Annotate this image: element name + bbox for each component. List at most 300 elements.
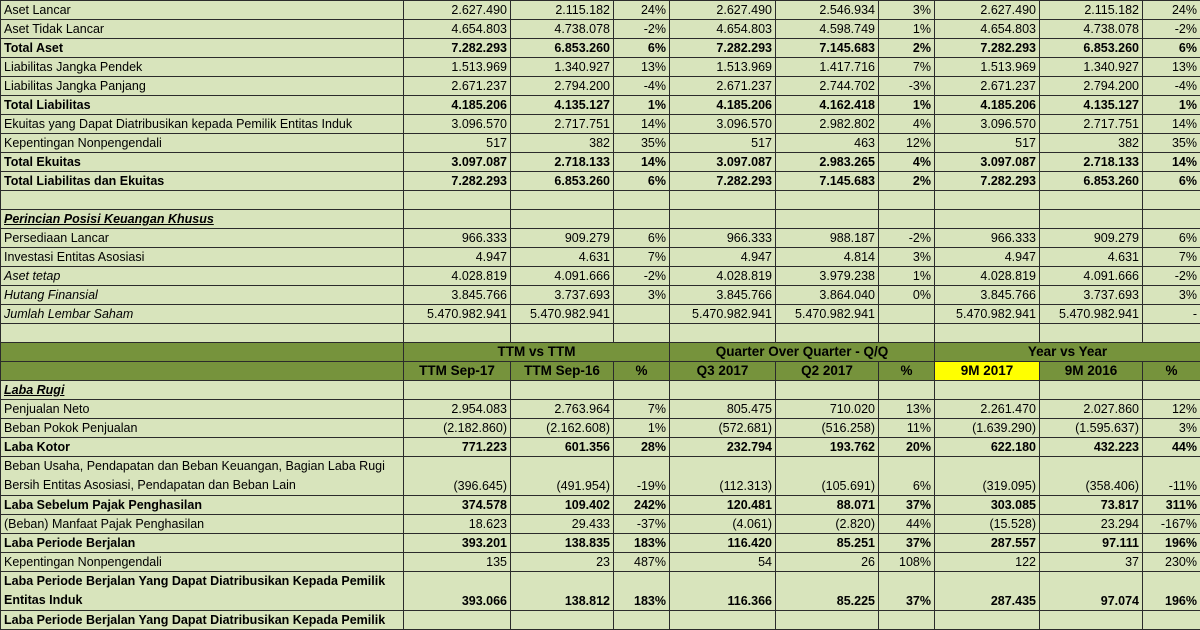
row-value: 1% bbox=[879, 96, 935, 115]
row-value: (2.820) bbox=[776, 515, 879, 534]
table-row bbox=[1, 457, 1200, 496]
row-value: 5.470.982.941 bbox=[935, 305, 1040, 324]
column-header-row bbox=[1, 362, 1200, 381]
group-header-row bbox=[1, 343, 1200, 362]
row-value: 4.135.127 bbox=[511, 96, 614, 115]
row-value: 4.185.206 bbox=[404, 96, 511, 115]
row-value: (15.528) bbox=[935, 515, 1040, 534]
row-value: 7% bbox=[614, 400, 670, 419]
row-value: -2% bbox=[614, 20, 670, 39]
row-value: 2.671.237 bbox=[670, 77, 776, 96]
row-label: Ekuitas yang Dapat Diatribusikan kepada Pemilik Entitas Induk bbox=[1, 115, 404, 134]
table-row bbox=[1, 572, 1200, 611]
table-row bbox=[1, 134, 1200, 153]
row-value: (516.258) bbox=[776, 419, 879, 438]
row-value: 2.546.934 bbox=[776, 1, 879, 20]
row-label: Jumlah Lembar Saham bbox=[1, 305, 404, 324]
column-header: TTM Sep-17 bbox=[404, 362, 511, 381]
row-value: 138.835 bbox=[511, 534, 614, 553]
row-value: 6.853.260 bbox=[511, 39, 614, 58]
row-value: (4.061) bbox=[670, 515, 776, 534]
row-value: (396.645) bbox=[404, 457, 511, 496]
row-value: 4.947 bbox=[935, 248, 1040, 267]
row-label: Laba Kotor bbox=[1, 438, 404, 457]
row-value: 116.420 bbox=[670, 534, 776, 553]
row-value: (2.162.608) bbox=[511, 419, 614, 438]
section-header-row bbox=[1, 381, 1200, 400]
row-value: 3.737.693 bbox=[511, 286, 614, 305]
row-value: 18.623 bbox=[404, 515, 511, 534]
row-label: Laba Sebelum Pajak Penghasilan bbox=[1, 496, 404, 515]
empty-cell bbox=[511, 611, 614, 630]
row-value: -2% bbox=[1143, 267, 1200, 286]
row-value: 1.340.927 bbox=[1040, 58, 1143, 77]
row-value: 2.744.702 bbox=[776, 77, 879, 96]
row-value: 4.654.803 bbox=[404, 20, 511, 39]
row-label: Total Liabilitas bbox=[1, 96, 404, 115]
row-label: Beban Usaha, Pendapatan dan Beban Keuangan, Bagian Laba Rugi Bersih Entitas Asosiasi, Pendapatan dan Beban Lain bbox=[1, 457, 404, 496]
row-value: 1% bbox=[1143, 96, 1200, 115]
row-value: 24% bbox=[1143, 1, 1200, 20]
row-value: 4.162.418 bbox=[776, 96, 879, 115]
row-value: 622.180 bbox=[935, 438, 1040, 457]
row-value: 232.794 bbox=[670, 438, 776, 457]
row-value: 2.983.265 bbox=[776, 153, 879, 172]
row-value: 116.366 bbox=[670, 572, 776, 611]
table-row bbox=[1, 611, 1200, 630]
column-header: % bbox=[614, 362, 670, 381]
empty-cell bbox=[511, 324, 614, 343]
row-value: 37% bbox=[879, 534, 935, 553]
table-row bbox=[1, 172, 1200, 191]
section-title: Perincian Posisi Keuangan Khusus bbox=[1, 210, 404, 229]
row-value: 7.282.293 bbox=[670, 39, 776, 58]
row-value: 2.794.200 bbox=[1040, 77, 1143, 96]
row-value: 3.864.040 bbox=[776, 286, 879, 305]
table-row bbox=[1, 438, 1200, 457]
row-value: -4% bbox=[614, 77, 670, 96]
row-value: 393.066 bbox=[404, 572, 511, 611]
row-value: 85.251 bbox=[776, 534, 879, 553]
empty-cell bbox=[1040, 381, 1143, 400]
row-value: 311% bbox=[1143, 496, 1200, 515]
row-value: 6% bbox=[1143, 39, 1200, 58]
row-label: Aset Tidak Lancar bbox=[1, 20, 404, 39]
row-value: 5.470.982.941 bbox=[670, 305, 776, 324]
row-value: 135 bbox=[404, 553, 511, 572]
empty-cell bbox=[404, 324, 511, 343]
column-header: TTM Sep-16 bbox=[511, 362, 614, 381]
table-row bbox=[1, 153, 1200, 172]
row-value: 2.718.133 bbox=[511, 153, 614, 172]
empty-cell bbox=[614, 381, 670, 400]
row-value: 805.475 bbox=[670, 400, 776, 419]
empty-cell bbox=[404, 191, 511, 210]
row-value: 14% bbox=[1143, 153, 1200, 172]
row-value: 6.853.260 bbox=[511, 172, 614, 191]
row-value: 1% bbox=[614, 419, 670, 438]
row-value bbox=[879, 305, 935, 324]
row-value: 7.145.683 bbox=[776, 172, 879, 191]
row-label: Total Liabilitas dan Ekuitas bbox=[1, 172, 404, 191]
table-row bbox=[1, 248, 1200, 267]
empty-cell bbox=[776, 611, 879, 630]
group-header: TTM vs TTM bbox=[404, 343, 670, 362]
row-value: 0% bbox=[879, 286, 935, 305]
row-label: Liabilitas Jangka Panjang bbox=[1, 77, 404, 96]
column-header: Q2 2017 bbox=[776, 362, 879, 381]
table-row bbox=[1, 553, 1200, 572]
row-value: 183% bbox=[614, 572, 670, 611]
table-row bbox=[1, 286, 1200, 305]
row-value: 2.717.751 bbox=[511, 115, 614, 134]
empty-cell bbox=[511, 191, 614, 210]
row-value: 6% bbox=[614, 229, 670, 248]
row-value: 432.223 bbox=[1040, 438, 1143, 457]
row-value: 24% bbox=[614, 1, 670, 20]
row-value: 7.145.683 bbox=[776, 39, 879, 58]
row-value: 3.845.766 bbox=[404, 286, 511, 305]
row-value: 2.763.964 bbox=[511, 400, 614, 419]
row-label: Kepentingan Nonpengendali bbox=[1, 134, 404, 153]
row-value: -2% bbox=[1143, 20, 1200, 39]
row-value: 966.333 bbox=[404, 229, 511, 248]
row-value: 4.598.749 bbox=[776, 20, 879, 39]
row-value: 3% bbox=[879, 1, 935, 20]
row-value: 6.853.260 bbox=[1040, 172, 1143, 191]
table-row bbox=[1, 496, 1200, 515]
row-value bbox=[614, 305, 670, 324]
row-value: 1% bbox=[879, 267, 935, 286]
group-header: Quarter Over Quarter - Q/Q bbox=[670, 343, 935, 362]
row-value: 6.853.260 bbox=[1040, 39, 1143, 58]
row-value: 4.738.078 bbox=[1040, 20, 1143, 39]
row-value: 12% bbox=[1143, 400, 1200, 419]
row-value: 1% bbox=[614, 96, 670, 115]
row-value: 5.470.982.941 bbox=[1040, 305, 1143, 324]
table-row bbox=[1, 115, 1200, 134]
row-value: 2% bbox=[879, 39, 935, 58]
row-value: 3.097.087 bbox=[935, 153, 1040, 172]
row-value: (105.691) bbox=[776, 457, 879, 496]
row-value: 2.627.490 bbox=[935, 1, 1040, 20]
row-value: 1.417.716 bbox=[776, 58, 879, 77]
row-value: - bbox=[1143, 305, 1200, 324]
empty-cell bbox=[1040, 191, 1143, 210]
row-value: 287.435 bbox=[935, 572, 1040, 611]
row-value: 7.282.293 bbox=[670, 172, 776, 191]
row-value: 2.954.083 bbox=[404, 400, 511, 419]
row-value: 4.185.206 bbox=[670, 96, 776, 115]
row-value: 7% bbox=[614, 248, 670, 267]
row-value: 909.279 bbox=[511, 229, 614, 248]
empty-cell bbox=[935, 381, 1040, 400]
row-value: 7.282.293 bbox=[935, 172, 1040, 191]
row-value: (2.182.860) bbox=[404, 419, 511, 438]
empty-cell bbox=[935, 191, 1040, 210]
row-value: 7.282.293 bbox=[404, 39, 511, 58]
row-value: 20% bbox=[879, 438, 935, 457]
row-value: 13% bbox=[879, 400, 935, 419]
row-label: Investasi Entitas Asosiasi bbox=[1, 248, 404, 267]
row-value: 909.279 bbox=[1040, 229, 1143, 248]
row-label: Liabilitas Jangka Pendek bbox=[1, 58, 404, 77]
table-row bbox=[1, 77, 1200, 96]
row-value: 4.028.819 bbox=[404, 267, 511, 286]
row-value: 35% bbox=[614, 134, 670, 153]
table-row bbox=[1, 305, 1200, 324]
row-value: 3.096.570 bbox=[935, 115, 1040, 134]
row-value: 108% bbox=[879, 553, 935, 572]
row-value: (319.095) bbox=[935, 457, 1040, 496]
table-row bbox=[1, 229, 1200, 248]
row-value: 4% bbox=[879, 153, 935, 172]
row-value: 2.794.200 bbox=[511, 77, 614, 96]
row-value: 29.433 bbox=[511, 515, 614, 534]
row-label: Total Ekuitas bbox=[1, 153, 404, 172]
row-value: (491.954) bbox=[511, 457, 614, 496]
row-value: 193.762 bbox=[776, 438, 879, 457]
row-label: Laba Periode Berjalan bbox=[1, 534, 404, 553]
row-value: 1% bbox=[879, 20, 935, 39]
empty-cell bbox=[879, 210, 935, 229]
table-row bbox=[1, 96, 1200, 115]
empty-cell bbox=[776, 324, 879, 343]
table-row bbox=[1, 58, 1200, 77]
empty-cell bbox=[614, 611, 670, 630]
row-value: 4.028.819 bbox=[670, 267, 776, 286]
row-value: 14% bbox=[614, 115, 670, 134]
empty-cell bbox=[614, 324, 670, 343]
row-label: Laba Periode Berjalan Yang Dapat Diatribusikan Kepada Pemilik Entitas Induk bbox=[1, 572, 404, 611]
row-value: -2% bbox=[879, 229, 935, 248]
row-value: 4% bbox=[879, 115, 935, 134]
table-body bbox=[1, 1, 1200, 630]
table-row bbox=[1, 39, 1200, 58]
row-value: 5.470.982.941 bbox=[404, 305, 511, 324]
spacer-row bbox=[1, 191, 1200, 210]
empty-cell bbox=[614, 191, 670, 210]
row-value: 14% bbox=[1143, 115, 1200, 134]
row-value: -2% bbox=[614, 267, 670, 286]
empty-cell bbox=[1, 362, 404, 381]
row-value: 11% bbox=[879, 419, 935, 438]
row-value: 3.979.238 bbox=[776, 267, 879, 286]
empty-cell bbox=[776, 191, 879, 210]
row-value: 374.578 bbox=[404, 496, 511, 515]
empty-cell bbox=[1143, 191, 1200, 210]
row-value: -3% bbox=[879, 77, 935, 96]
row-value: 44% bbox=[879, 515, 935, 534]
empty-cell bbox=[511, 210, 614, 229]
empty-cell bbox=[1, 191, 404, 210]
empty-cell bbox=[404, 381, 511, 400]
row-value: 710.020 bbox=[776, 400, 879, 419]
row-value: 4.631 bbox=[1040, 248, 1143, 267]
row-value: 2.261.470 bbox=[935, 400, 1040, 419]
row-value: 3.097.087 bbox=[670, 153, 776, 172]
row-value: 88.071 bbox=[776, 496, 879, 515]
row-value: 3.737.693 bbox=[1040, 286, 1143, 305]
row-value: 3% bbox=[614, 286, 670, 305]
row-value: 85.225 bbox=[776, 572, 879, 611]
empty-cell bbox=[1, 324, 404, 343]
row-value: 23 bbox=[511, 553, 614, 572]
column-header: % bbox=[1143, 362, 1200, 381]
row-value: 3% bbox=[1143, 419, 1200, 438]
empty-cell bbox=[1040, 210, 1143, 229]
empty-cell bbox=[935, 611, 1040, 630]
row-value: 196% bbox=[1143, 534, 1200, 553]
row-value: 382 bbox=[1040, 134, 1143, 153]
empty-cell bbox=[776, 210, 879, 229]
row-value: 3.845.766 bbox=[935, 286, 1040, 305]
row-value: 44% bbox=[1143, 438, 1200, 457]
row-value: 2.671.237 bbox=[935, 77, 1040, 96]
row-value: 6% bbox=[1143, 172, 1200, 191]
row-value: 1.513.969 bbox=[670, 58, 776, 77]
empty-cell bbox=[1, 343, 404, 362]
row-value: 2% bbox=[879, 172, 935, 191]
row-value: 4.185.206 bbox=[935, 96, 1040, 115]
row-value: 7% bbox=[879, 58, 935, 77]
row-value: 463 bbox=[776, 134, 879, 153]
row-value: 138.812 bbox=[511, 572, 614, 611]
empty-cell bbox=[1143, 611, 1200, 630]
row-label: Aset Lancar bbox=[1, 1, 404, 20]
row-value: 1.513.969 bbox=[404, 58, 511, 77]
row-value: 3.096.570 bbox=[670, 115, 776, 134]
row-value: 6% bbox=[1143, 229, 1200, 248]
row-value: 287.557 bbox=[935, 534, 1040, 553]
row-value: 13% bbox=[1143, 58, 1200, 77]
empty-cell bbox=[670, 381, 776, 400]
section-title: Laba Rugi bbox=[1, 381, 404, 400]
empty-cell bbox=[1143, 381, 1200, 400]
empty-cell bbox=[776, 381, 879, 400]
row-value: 517 bbox=[404, 134, 511, 153]
row-value: 382 bbox=[511, 134, 614, 153]
row-value: 2.671.237 bbox=[404, 77, 511, 96]
row-value: 2.982.802 bbox=[776, 115, 879, 134]
row-value: 1.513.969 bbox=[935, 58, 1040, 77]
table-row bbox=[1, 419, 1200, 438]
row-value: -4% bbox=[1143, 77, 1200, 96]
row-value: 37% bbox=[879, 572, 935, 611]
row-value: 988.187 bbox=[776, 229, 879, 248]
row-value: 242% bbox=[614, 496, 670, 515]
row-value: 35% bbox=[1143, 134, 1200, 153]
row-value: 4.028.819 bbox=[935, 267, 1040, 286]
row-value: 54 bbox=[670, 553, 776, 572]
row-value: 3.845.766 bbox=[670, 286, 776, 305]
row-label: Aset tetap bbox=[1, 267, 404, 286]
empty-cell bbox=[935, 210, 1040, 229]
row-value: 517 bbox=[935, 134, 1040, 153]
empty-cell bbox=[670, 210, 776, 229]
row-value: 4.814 bbox=[776, 248, 879, 267]
row-value: 3% bbox=[879, 248, 935, 267]
row-value: 73.817 bbox=[1040, 496, 1143, 515]
empty-cell bbox=[404, 611, 511, 630]
row-value: 393.201 bbox=[404, 534, 511, 553]
row-label: Persediaan Lancar bbox=[1, 229, 404, 248]
row-value: 6% bbox=[614, 39, 670, 58]
row-value: 2.115.182 bbox=[511, 1, 614, 20]
row-value: 4.631 bbox=[511, 248, 614, 267]
empty-cell bbox=[935, 324, 1040, 343]
spacer-row bbox=[1, 324, 1200, 343]
row-value: 4.738.078 bbox=[511, 20, 614, 39]
row-value: 12% bbox=[879, 134, 935, 153]
column-header: 9M 2016 bbox=[1040, 362, 1143, 381]
row-value: 3% bbox=[1143, 286, 1200, 305]
table-row bbox=[1, 20, 1200, 39]
empty-cell bbox=[670, 324, 776, 343]
row-value: 37% bbox=[879, 496, 935, 515]
row-value: 4.091.666 bbox=[1040, 267, 1143, 286]
table-row bbox=[1, 400, 1200, 419]
row-value: 6% bbox=[879, 457, 935, 496]
row-label: Beban Pokok Penjualan bbox=[1, 419, 404, 438]
row-value: 303.085 bbox=[935, 496, 1040, 515]
empty-cell bbox=[879, 191, 935, 210]
empty-cell bbox=[879, 381, 935, 400]
row-value: 230% bbox=[1143, 553, 1200, 572]
empty-cell bbox=[1040, 324, 1143, 343]
row-value: -11% bbox=[1143, 457, 1200, 496]
row-value: 109.402 bbox=[511, 496, 614, 515]
empty-cell bbox=[511, 381, 614, 400]
column-header: Q3 2017 bbox=[670, 362, 776, 381]
row-value: 5.470.982.941 bbox=[511, 305, 614, 324]
row-value: -37% bbox=[614, 515, 670, 534]
row-value: 487% bbox=[614, 553, 670, 572]
empty-cell bbox=[1143, 324, 1200, 343]
row-value: 4.947 bbox=[670, 248, 776, 267]
row-value: 28% bbox=[614, 438, 670, 457]
row-value: 4.654.803 bbox=[935, 20, 1040, 39]
empty-cell bbox=[879, 324, 935, 343]
row-value: (1.639.290) bbox=[935, 419, 1040, 438]
row-value: 13% bbox=[614, 58, 670, 77]
row-value: (572.681) bbox=[670, 419, 776, 438]
table-row bbox=[1, 515, 1200, 534]
row-value: (112.313) bbox=[670, 457, 776, 496]
row-value: 97.111 bbox=[1040, 534, 1143, 553]
row-value: 7.282.293 bbox=[935, 39, 1040, 58]
row-value: 3.097.087 bbox=[404, 153, 511, 172]
row-value: 2.115.182 bbox=[1040, 1, 1143, 20]
section-header-row bbox=[1, 210, 1200, 229]
row-label: Penjualan Neto bbox=[1, 400, 404, 419]
row-value: -19% bbox=[614, 457, 670, 496]
row-value: 4.135.127 bbox=[1040, 96, 1143, 115]
row-value: 23.294 bbox=[1040, 515, 1143, 534]
row-value: 517 bbox=[670, 134, 776, 153]
table-row bbox=[1, 1, 1200, 20]
empty-cell bbox=[614, 210, 670, 229]
row-value: 4.654.803 bbox=[670, 20, 776, 39]
row-value: 2.027.860 bbox=[1040, 400, 1143, 419]
empty-cell bbox=[1040, 611, 1143, 630]
row-value: 2.627.490 bbox=[670, 1, 776, 20]
row-value: 6% bbox=[614, 172, 670, 191]
row-value: 7.282.293 bbox=[404, 172, 511, 191]
row-value: 26 bbox=[776, 553, 879, 572]
row-value: 7% bbox=[1143, 248, 1200, 267]
row-label: Total Aset bbox=[1, 39, 404, 58]
